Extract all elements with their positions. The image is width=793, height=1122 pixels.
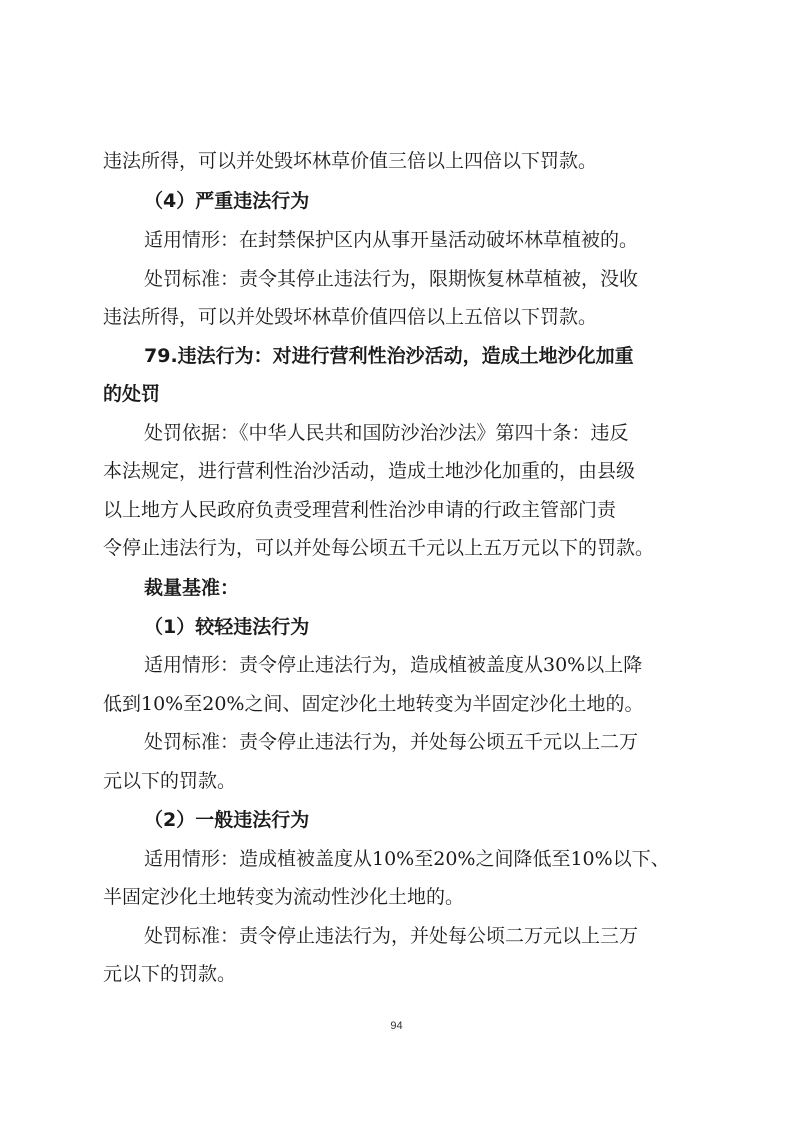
text-line: 元以下的罚款。 [103,770,237,792]
text-line: 半固定沙化土地转变为流动性沙化土地的。 [103,886,465,908]
page-number: 94 [390,1020,403,1032]
text-line: 适用情形：责令停止违法行为，造成植被盖度从30%以上降 [144,654,643,676]
text-line: 元以下的罚款。 [103,963,237,985]
subheading-discretion: 裁量基准： [144,577,240,599]
article-heading-continued: 的处罚 [103,383,161,405]
text-line: 违法所得，可以并处毁坏林草价值四倍以上五倍以下罚款。 [103,306,598,328]
text-line: 本法规定，进行营利性治沙活动，造成土地沙化加重的，由县级 [103,460,636,482]
text-line: 处罚标准：责令停止违法行为，并处每公顷五千元以上二万 [144,731,639,753]
article-heading: 79.违法行为：对进行营利性治沙活动，造成土地沙化加重 [144,345,634,367]
text-line: 处罚标准：责令停止违法行为，并处每公顷二万元以上三万 [144,925,639,947]
text-line: 令停止违法行为，可以并处每公顷五千元以上五万元以下的罚款。 [103,537,655,559]
section-heading: （1）较轻违法行为 [144,616,310,638]
text-line: 适用情形：在封禁保护区内从事开垦活动破坏林草植被的。 [144,229,639,251]
section-heading: （2）一般违法行为 [144,809,310,831]
text-line: 处罚依据：《中华人民共和国防沙治沙法》第四十条：违反 [144,422,629,444]
text-line: 处罚标准：责令其停止违法行为，限期恢复林草植被，没收 [144,268,639,290]
section-heading: （4）严重违法行为 [144,190,310,212]
text-line: 以上地方人民政府负责受理营利性治沙申请的行政主管部门责 [103,499,617,521]
text-line: 违法所得，可以并处毁坏林草价值三倍以上四倍以下罚款。 [103,150,598,172]
text-line: 低到10%至20%之间、固定沙化土地转变为半固定沙化土地的。 [103,693,644,715]
text-line: 适用情形：造成植被盖度从10%至20%之间降低至10%以下、 [144,848,670,870]
